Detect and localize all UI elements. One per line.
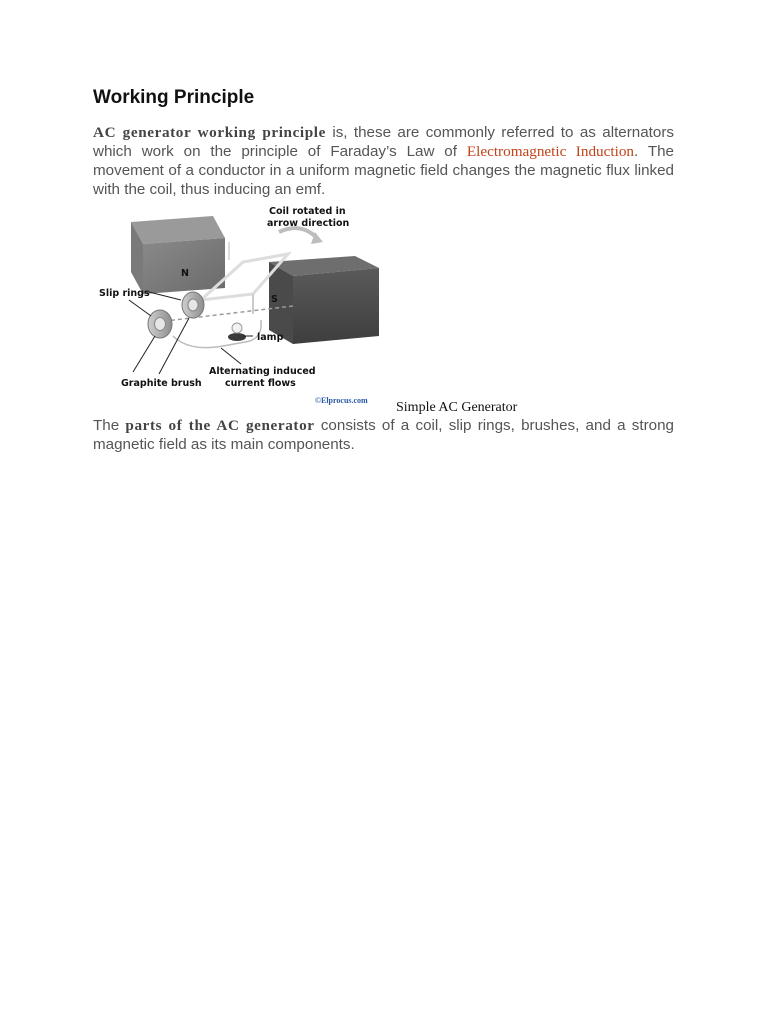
parts-paragraph [93,416,674,454]
intro-text-part-1: is, these are commonly referred to as alternators which work on the principle of Faraday’s Law of [93,124,674,160]
intro-text-part-2: . The movement of a conductor in a uniform magnetic field changes the magnetic flux linked with the coil, thus inducing an emf. [93,143,674,198]
alternating-current-label-line1: Alternating induced [209,366,316,377]
parts-of-ac-generator-term: parts of the AC generator [125,417,315,434]
south-magnet [269,256,379,344]
graphite-brush-label: Graphite brush [121,378,202,389]
ac-generator-diagram [93,202,393,412]
figure-block [93,202,674,416]
parts-text-part-1: The [93,417,126,434]
pole-s-label: S [271,294,278,305]
image-credit: ©Elprocus.com [315,396,368,405]
figure-caption: Simple AC Generator [396,400,518,415]
coil-rotated-label-line2: arrow direction [267,218,350,229]
intro-paragraph [93,123,674,199]
pole-n-label: N [181,268,189,279]
lamp-label: lamp [257,332,284,343]
document-page [93,85,674,454]
north-magnet [131,216,225,294]
alternating-current-label-line2: current flows [225,378,296,389]
lamp-icon [228,323,246,341]
coil-rotated-label-line1: Coil rotated in [269,206,346,217]
parts-text-part-2: consists of a coil, slip rings, brushes, and a strong magnetic field as its main components. [93,417,675,453]
ac-generator-principle-term: AC generator working principle [93,124,326,141]
slip-rings-label: Slip rings [99,288,150,299]
section-heading: Working Principle [93,87,255,108]
electromagnetic-induction-link[interactable]: Electromagnetic Induction [466,143,635,160]
rotation-arrow-icon [279,228,317,238]
